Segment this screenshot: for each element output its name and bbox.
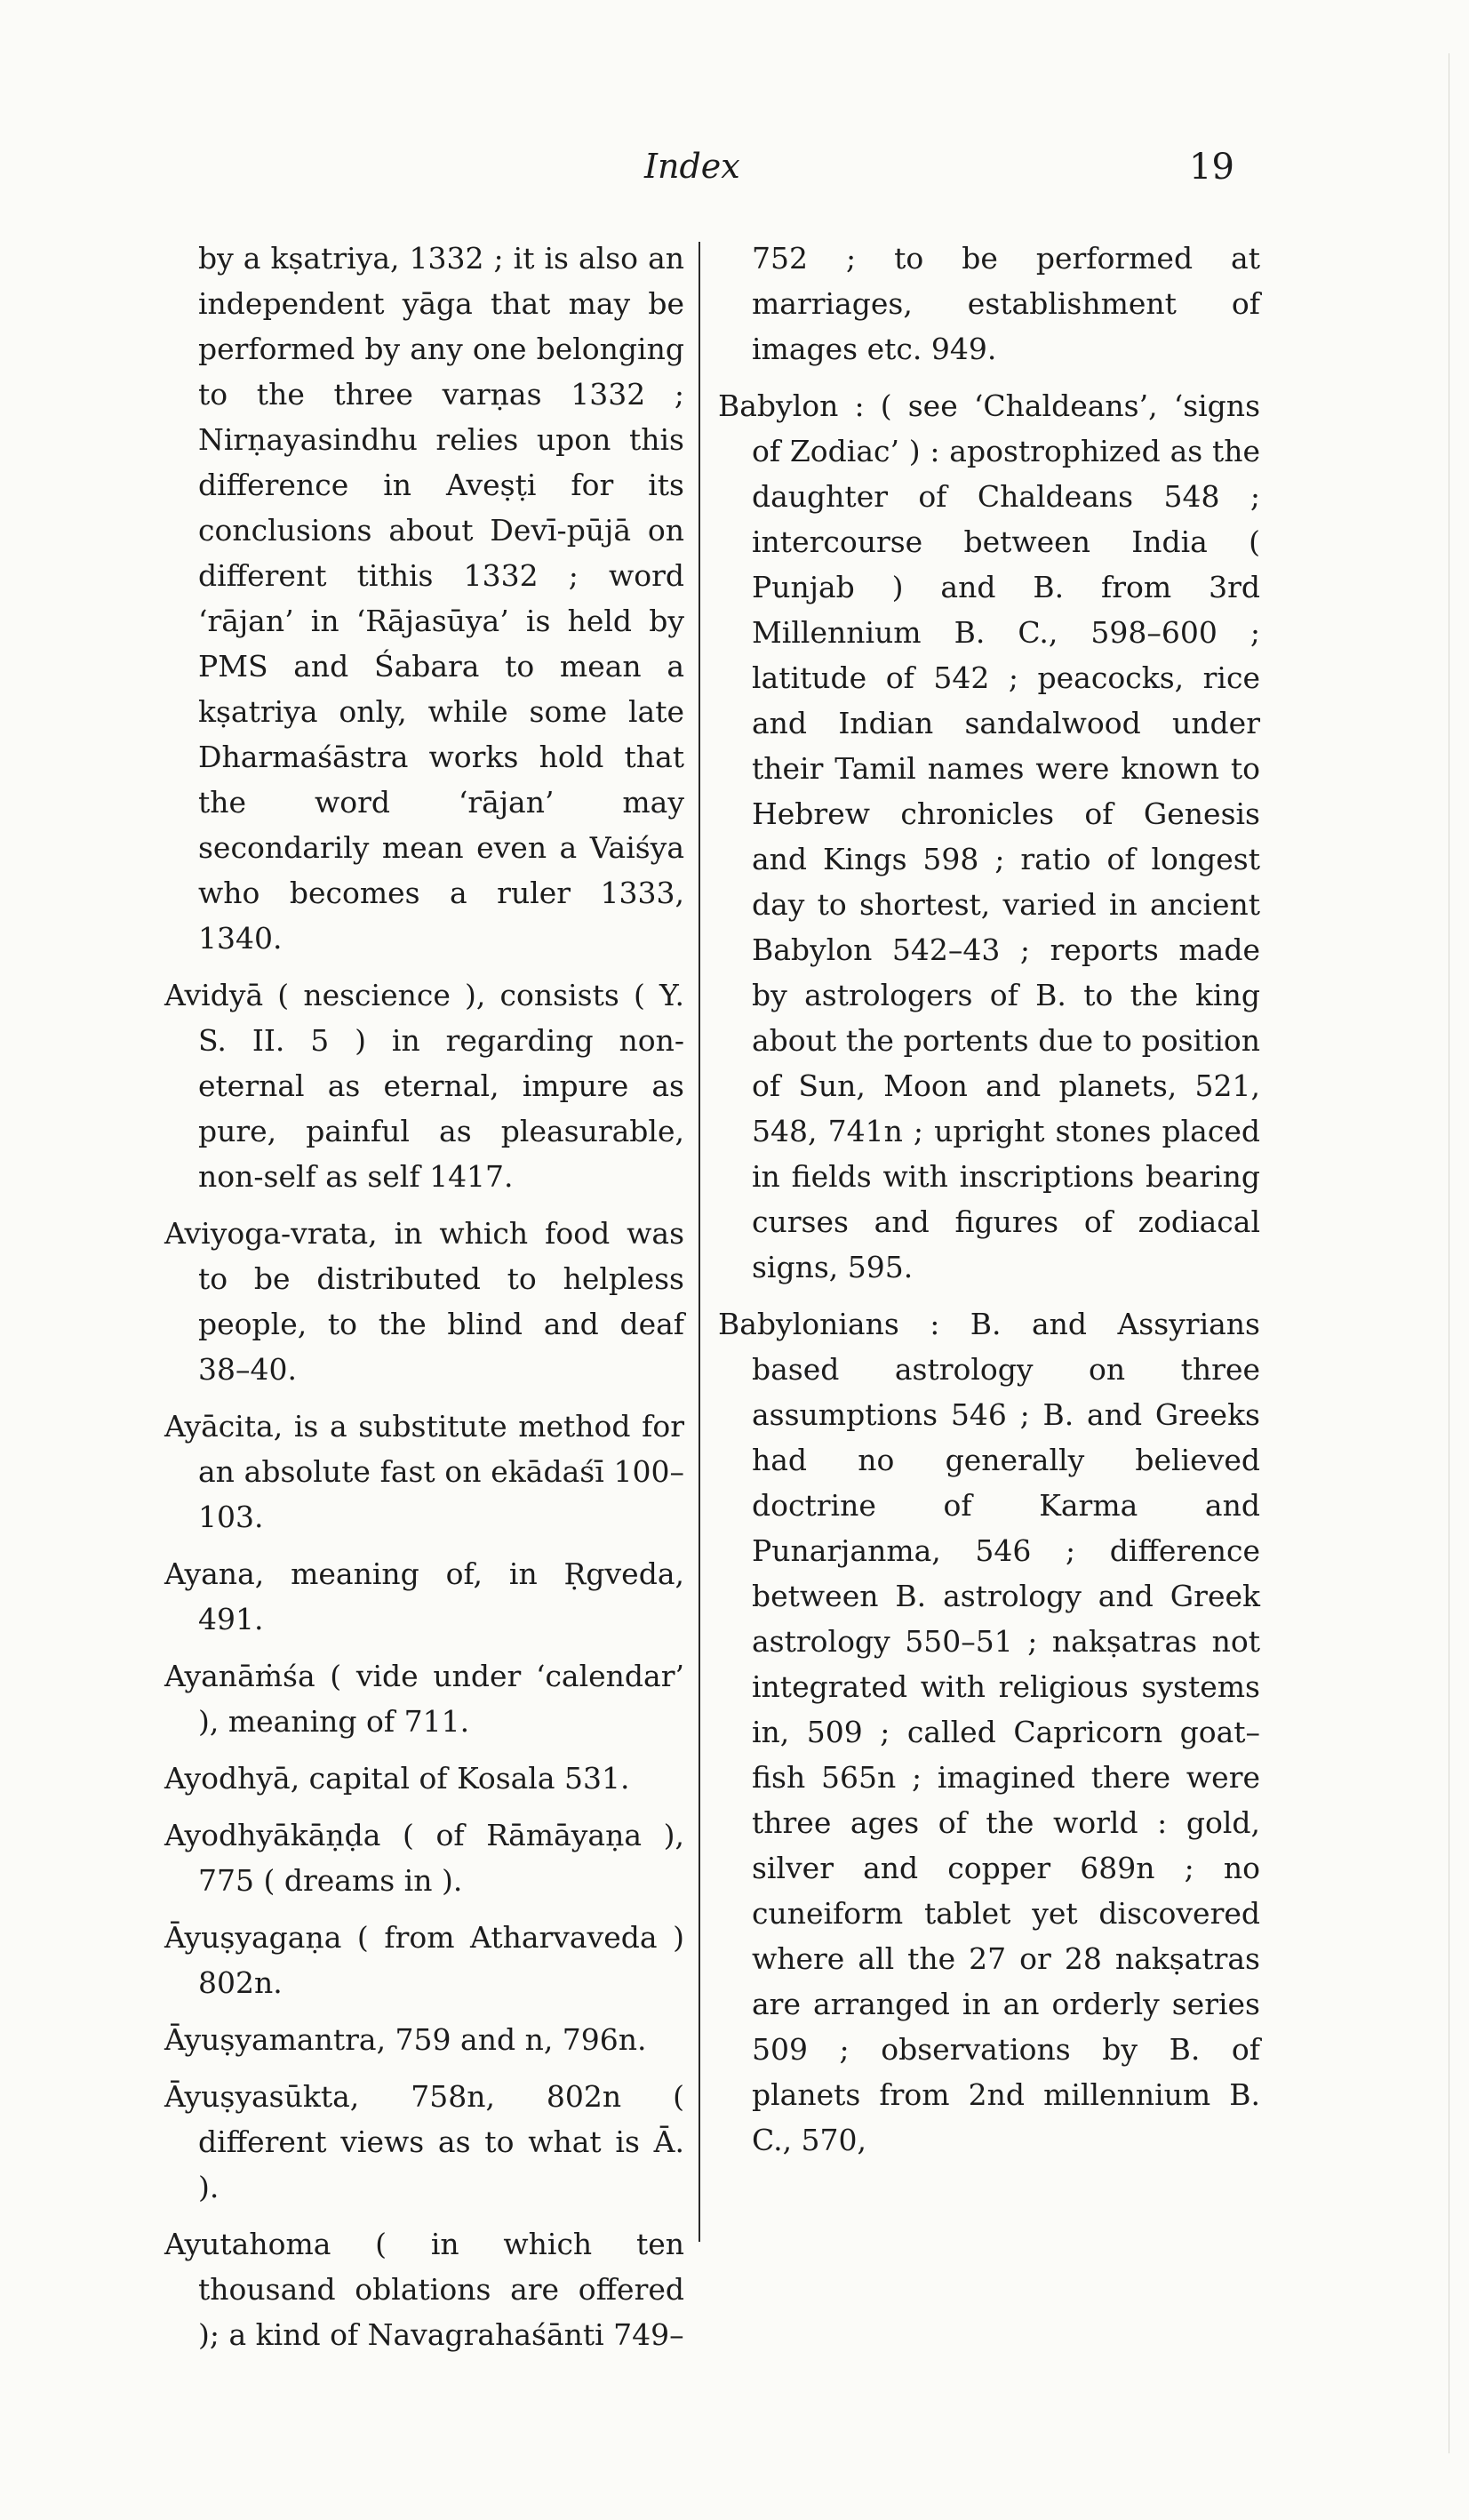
index-entry: Āyuṣyamantra, 759 and n, 796n. [164,2022,647,2057]
index-entry: Aviyoga-vrata, in which food was to be distributed to helpless people, to the blind and deaf 38–40. [164,1216,684,1387]
index-entry: by a kṣatriya, 1332 ; it is also an independent yāga that may be performed by any one belonging to the three varṇas 1332 ; Nirṇayasindhu relies upon this difference in Aveṣṭi for its conclusions about Devī-pūjā on different tithis 1332 ; word ‘rājan’ in ‘Rājasūya’ is held by PMS and Śabara to mean a kṣatriya only, while some late Dharmaśāstra works hold that the word ‘rājan’ may secondarily mean even a Vaiśya who becomes a ruler 1333, 1340. [198,241,684,956]
index-entry: Ayutahoma ( in which ten thousand oblations are offered ); a kind of Navagrahaśānti 749– [164,2227,684,2352]
running-title: Index [644,147,740,186]
index-entry: Avidyā ( nescience ), consists ( Y. S. II. 5 ) in regarding non-eternal as eternal, impure as pure, painful as pleasurable, non-self as self 1417. [164,978,684,1194]
index-entry: Āyuṣyagaṇa ( from Atharvaveda ) 802n. [164,1920,684,2000]
page-number: 19 [1189,147,1234,188]
index-entry: 752 ; to be performed at marriages, establishment of images etc. 949. [752,241,1260,366]
index-entry: Babylonians : B. and Assyrians based astrology on three assumptions 546 ; B. and Greeks had no generally believed doctrine of Karma and Punarjanma, 546 ; difference between B. astrology and Greek astrology 550–51 ; nakṣatras not integrated with religious systems in, 509 ; called Capricorn goat–fish 565n ; imagined there were three ages of the world : gold, silver and copper 689n ; no cuneiform tablet yet discovered where all the 27 or 28 nakṣatras are arranged in an orderly series 509 ; observations by B. of planets from 2nd millennium B. C., 570, [718,1307,1260,2157]
index-entry: Babylon : ( see ‘Chaldeans’, ‘signs of Zodiac’ ) : apostrophized as the daughter of Chaldeans 548 ; intercourse between India ( Punjab ) and B. from 3rd Millennium B. C., 598–600 ; latitude of 542 ; peacocks, rice and Indian sandalwood under their Tamil names were known to Hebrew chronicles of Genesis and Kings 598 ; ratio of longest day to shortest, varied in ancient Babylon 542–43 ; reports made by astrologers of B. to the king about the portents due to position of Sun, Moon and planets, 521, 548, 741n ; upright stones placed in fields with inscriptions bearing curses and figures of zodiacal signs, 595. [718,388,1260,1284]
index-entry: Ayodhyā, capital of Kosala 531. [164,1761,630,1796]
index-entry: Ayodhyākāṇḍa ( of Rāmāyaṇa ), 775 ( dreams in ). [164,1818,684,1898]
page-header [0,147,1469,200]
index-column-right [718,236,1260,2174]
index-entry: Āyuṣyasūkta, 758n, 802n ( different views as to what is Ā. ). [164,2079,684,2204]
index-column-left [164,236,684,2369]
index-entry: Ayanāṁśa ( vide under ‘calendar’ ), meaning of 711. [164,1659,684,1739]
index-entry: Ayana, meaning of, in Ṛgveda, 491. [164,1556,684,1636]
column-divider [699,242,700,2242]
index-entry: Ayācita, is a substitute method for an absolute fast on ekādaśī 100–103. [164,1409,684,1534]
